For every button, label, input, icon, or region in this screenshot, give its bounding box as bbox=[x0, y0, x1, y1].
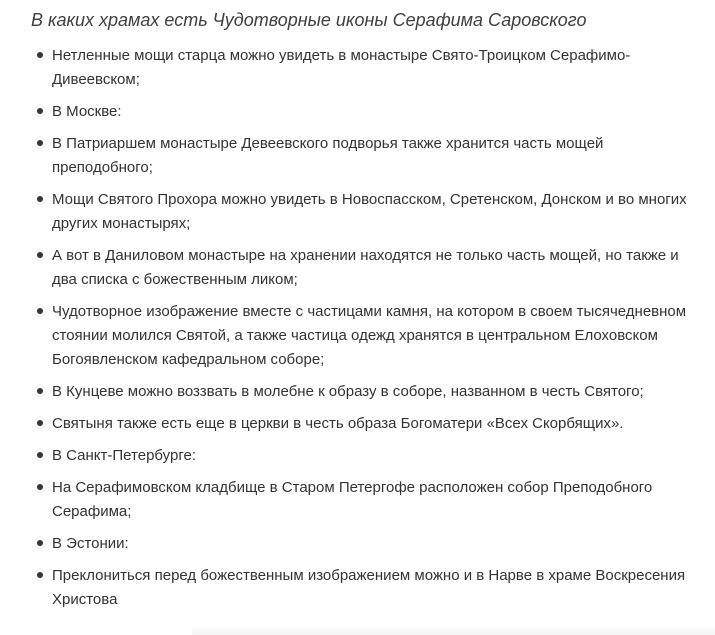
bullet-icon bbox=[37, 388, 43, 394]
list-item-text: Нетленные мощи старца можно увидеть в монастыре Свято-Троицком Серафимо-Дивеевском; bbox=[52, 47, 631, 88]
bullet-icon bbox=[37, 308, 43, 314]
list-item bbox=[0, 300, 715, 372]
list-item bbox=[0, 532, 715, 556]
list-item bbox=[0, 564, 715, 612]
list-item bbox=[0, 132, 715, 180]
list-item bbox=[0, 44, 715, 92]
bullet-icon bbox=[37, 484, 43, 490]
list-item-text: На Серафимовском кладбище в Старом Петергофе расположен собор Преподобного Серафима; bbox=[52, 479, 653, 520]
bullet-icon bbox=[37, 52, 43, 58]
list-item-text: В Санкт-Петербурге: bbox=[52, 447, 196, 464]
list-item bbox=[0, 380, 715, 404]
list-item bbox=[0, 100, 715, 124]
bullet-icon bbox=[37, 252, 43, 258]
list-item-text: В Эстонии: bbox=[52, 535, 129, 552]
list-item bbox=[0, 444, 715, 468]
temples-list bbox=[0, 44, 715, 620]
list-item-text: Мощи Святого Прохора можно увидеть в Новоспасском, Сретенском, Донском и во многих других монастырях; bbox=[52, 191, 687, 232]
bullet-icon bbox=[37, 140, 43, 146]
bullet-icon bbox=[37, 540, 43, 546]
bullet-icon bbox=[37, 572, 43, 578]
bullet-icon bbox=[37, 108, 43, 114]
list-item-text: В Москве: bbox=[52, 103, 122, 120]
section-title: В каких храмах есть Чудотворные иконы Серафима Саровского bbox=[31, 10, 587, 30]
bullet-icon bbox=[37, 452, 43, 458]
list-item bbox=[0, 412, 715, 436]
bullet-icon bbox=[37, 420, 43, 426]
list-item-text: Преклониться перед божественным изображением можно и в Нарве в храме Воскресения Христова bbox=[52, 567, 686, 608]
list-item-text: В Патриаршем монастыре Девеевского подворья также хранится часть мощей преподобного; bbox=[52, 135, 604, 176]
list-item bbox=[0, 188, 715, 236]
list-item bbox=[0, 476, 715, 524]
list-item-text: Святыня также есть еще в церкви в честь образа Богоматери «Всех Скорбящих». bbox=[52, 415, 624, 432]
bottom-fade bbox=[192, 625, 715, 635]
list-item bbox=[0, 244, 715, 292]
list-item-text: А вот в Даниловом монастыре на хранении находятся не только часть мощей, но также и два списка с божественным ликом; bbox=[52, 247, 679, 288]
list-item-text: Чудотворное изображение вместе с частицами камня, на котором в своем тысячедневном стоянии молился Святой, а также частица одежд хранятся в центральном Елоховском Богоявленском кафедральном соборе; bbox=[52, 303, 687, 368]
list-item-text: В Кунцеве можно воззвать в молебне к образу в соборе, названном в честь Святого; bbox=[52, 383, 644, 400]
bullet-icon bbox=[37, 196, 43, 202]
